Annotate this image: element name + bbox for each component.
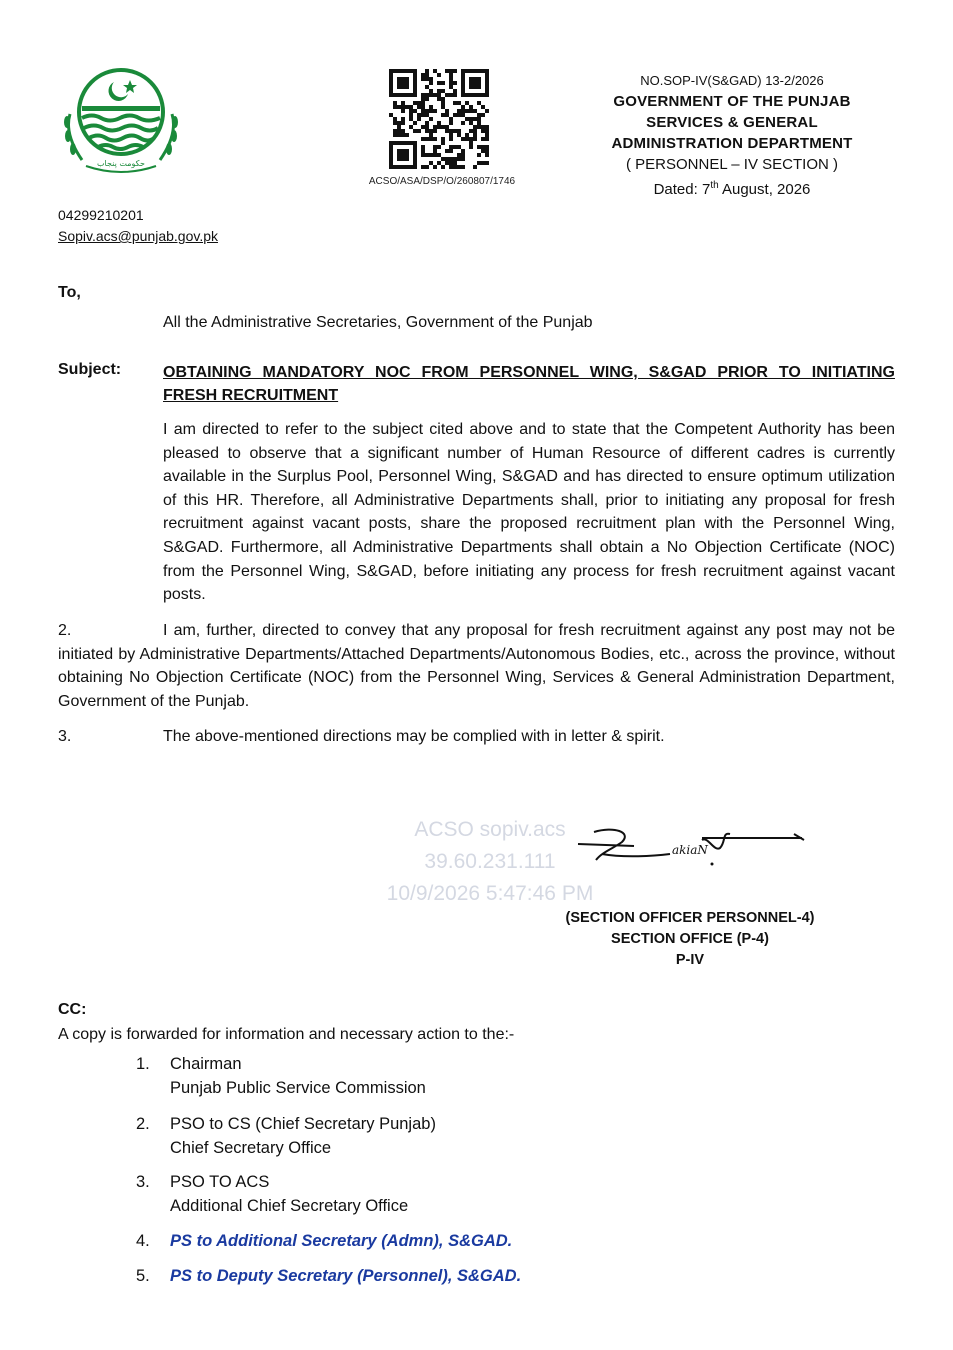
letter-date: Dated: 7th August, 2026	[653, 180, 811, 198]
paragraph-3-number: 3.	[58, 728, 72, 745]
addressee: All the Administrative Secretaries, Government of the Punjab	[163, 314, 593, 331]
paragraph-1	[58, 418, 895, 607]
signature-block	[540, 908, 840, 971]
logo-caption: حکومت پنجاب	[97, 159, 145, 168]
cc-list-item: 3. PSO TO ACS Additional Chief Secretary Office	[136, 1173, 409, 1215]
signatory-section: P-IV	[675, 952, 705, 968]
cc-list-item: 2. PSO to CS (Chief Secretary Punjab) Chief Secretary Office	[136, 1115, 436, 1157]
cc-list-item: 1. Chairman Punjab Public Service Commission	[136, 1055, 426, 1097]
paragraph-3	[58, 725, 895, 749]
qr-code	[386, 66, 492, 170]
subject-label: Subject:	[58, 361, 122, 378]
handwritten-signature	[574, 818, 814, 874]
paragraph-2-number: 2.	[58, 622, 72, 639]
qr-code-reference: ACSO/ASA/DSP/O/260807/1746	[368, 176, 516, 187]
letterhead-line-4: ( PERSONNEL – IV SECTION )	[626, 156, 838, 173]
signatory-office: SECTION OFFICE (P-4)	[611, 931, 769, 947]
punjab-government-logo	[56, 66, 186, 182]
to-label: To,	[58, 284, 81, 301]
svg-text:akiaN: akiaN	[672, 843, 708, 857]
signatory-designation: (SECTION OFFICER PERSONNEL-4)	[565, 910, 815, 926]
paragraph-3-text: The above-mentioned directions may be complied with in letter & spirit.	[163, 728, 665, 745]
letterhead	[594, 70, 870, 200]
paragraph-2	[58, 619, 895, 713]
paragraph-2-text: I am, further, directed to convey that any proposal for fresh recruitment against any post may not be initiated by Administrative Departments/Attached Departments/Autonomous Bodies, etc., across the province, without obtaining No Objection Certificate (NOC) from the Personnel Wing, Services & General Administration Department, Government of the Punjab.	[58, 622, 895, 710]
subject-text: OBTAINING MANDATORY NOC FROM PERSONNEL WING, S&GAD PRIOR TO INITIATING FRESH RECRUITMENT	[163, 364, 895, 404]
cc-list-item: 5. PS to Deputy Secretary (Personnel), S&GAD.	[136, 1267, 522, 1285]
contact-info	[58, 205, 218, 247]
watermark-line-3: 10/9/2026 5:47:46 PM	[386, 882, 594, 905]
cc-intro: A copy is forwarded for information and necessary action to the:-	[58, 1026, 515, 1043]
paragraph-1-text: I am directed to refer to the subject cited above and to state that the Competent Authority has been pleased to observe that a significant number of Human Resource of different cadres is currently available in the Surplus Pool, Personnel Wing, S&GAD and has directed to ensure optimum utilization of this HR. Therefore, all Administrative Departments shall, prior to initiating any proposal for fresh recruitment against vacant posts, share the proposed recruitment plan with the Personnel Wing, S&GAD. Furthermore, all Administrative Departments shall obtain a No Objection Certificate (NOC) from the Personnel Wing, S&GAD, before initiating any process for fresh recruitment against vacant posts.	[163, 421, 895, 604]
watermark-line-2: 39.60.231.111	[424, 850, 556, 873]
cc-label: CC:	[58, 1001, 87, 1018]
cc-list-item: 4. PS to Additional Secretary (Admn), S&GAD.	[136, 1232, 513, 1250]
reference-number: NO.SOP-IV(S&GAD) 13-2/2026	[640, 73, 824, 88]
letterhead-line-3: ADMINISTRATION DEPARTMENT	[611, 135, 853, 152]
watermark-line-1: ACSO sopiv.acs	[414, 818, 566, 841]
letterhead-line-1: GOVERNMENT OF THE PUNJAB	[613, 93, 851, 110]
letterhead-line-2: SERVICES & GENERAL	[646, 114, 818, 131]
phone-number: 04299210201	[58, 207, 144, 223]
email-link[interactable]: Sopiv.acs@punjab.gov.pk	[58, 228, 219, 244]
